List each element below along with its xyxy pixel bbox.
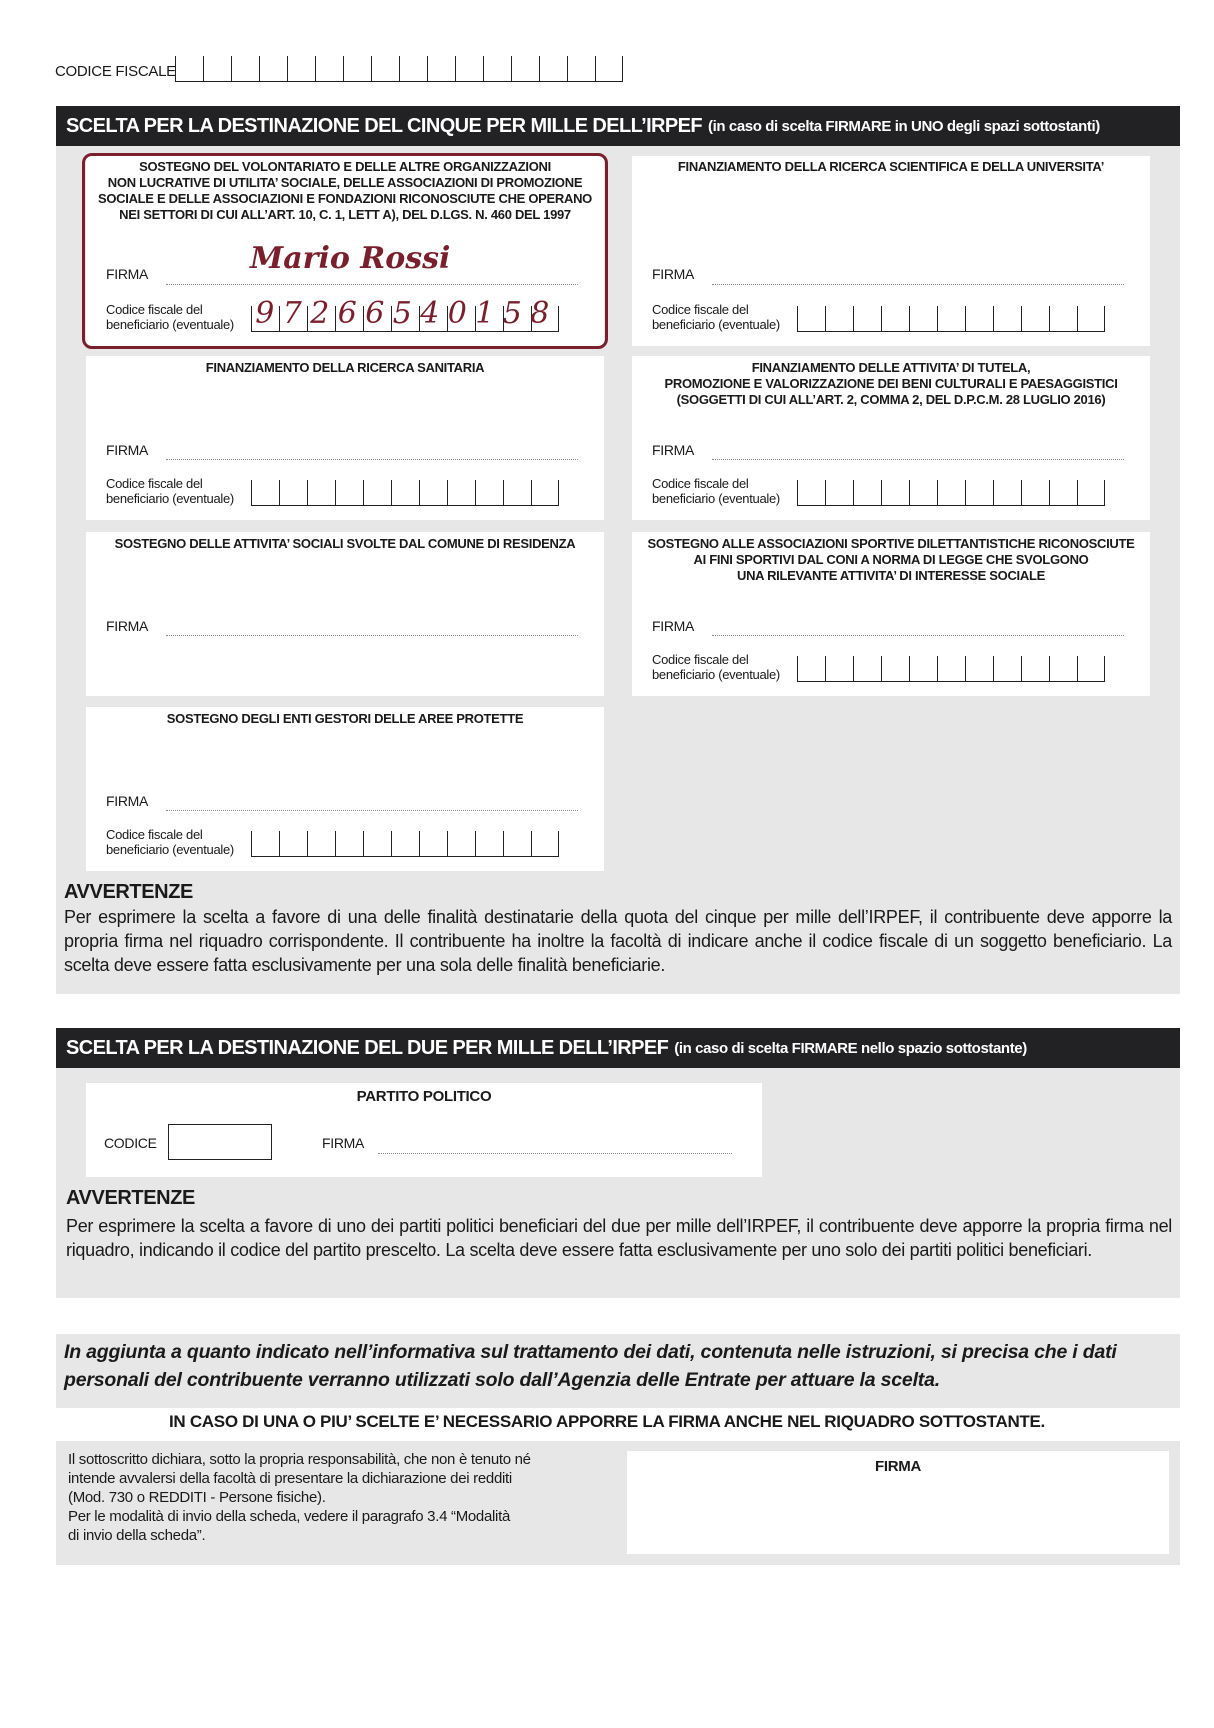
char-cell	[1077, 656, 1105, 681]
codice-label: CODICE	[104, 1135, 157, 1151]
firma-required-notice: IN CASO DI UNA O PIU’ SCELTE E’ NECESSARIO APPORRE LA FIRMA ANCHE NEL RIQUADRO SOTTOSTANTE.	[169, 1412, 1045, 1431]
card-associazioni-sportive[interactable]	[632, 532, 1150, 696]
codice-fiscale-input[interactable]	[175, 56, 623, 82]
char-cell	[503, 480, 531, 505]
card-comune-residenza[interactable]	[86, 532, 604, 696]
handwritten-digit: 5	[502, 296, 522, 331]
char-cell	[881, 306, 909, 331]
char-cell	[251, 480, 279, 505]
card-title: PARTITO POLITICO	[356, 1088, 492, 1105]
char-cell	[1021, 656, 1049, 681]
char-cell	[937, 306, 965, 331]
codice-fiscale-label: CODICE FISCALE	[55, 63, 176, 80]
firma-label: FIRMA	[106, 793, 149, 809]
firma-label: FIRMA	[106, 266, 149, 282]
char-cell	[391, 831, 419, 856]
char-cell	[203, 56, 231, 81]
declaration-text: Il sottoscritto dichiara, sotto la propria responsabilità, che non è tenuto né intende avvalersi della facoltà di presentare la dichiarazione dei redditi (Mod. 730 o REDDITI - Persone fisiche). Per le modalità di invio della scheda, vedere il paragrafo 3.4 “Modalità di invio della scheda”.	[68, 1451, 531, 1544]
char-cell	[797, 480, 825, 505]
card-title: SOSTEGNO ALLE ASSOCIAZIONI SPORTIVE DILETTANTISTICHE RICONOSCIUTE AI FINI SPORTIVI DAL CONI A NORMA DI LEGGE CHE SVOLGONO UNA RILEVANTE ATTIVITA’ DI INTERESSE SOCIALE	[647, 536, 1135, 583]
firma-line[interactable]	[378, 1153, 732, 1154]
card-partito-politico[interactable]	[86, 1083, 762, 1177]
char-cell	[993, 480, 1021, 505]
char-cell	[539, 56, 567, 81]
char-cell	[475, 480, 503, 505]
firma-line[interactable]	[166, 459, 578, 460]
char-cell	[447, 480, 475, 505]
char-cell	[1077, 306, 1105, 331]
avvertenze-title: AVVERTENZE	[66, 1187, 195, 1209]
firma-label: FIRMA	[322, 1135, 365, 1151]
cf-beneficiario-input[interactable]	[797, 306, 1105, 332]
char-cell	[363, 480, 391, 505]
cf-beneficiario-label: Codice fiscale del beneficiario (eventuale)	[106, 302, 234, 332]
char-cell	[965, 480, 993, 505]
cf-beneficiario-input[interactable]	[251, 831, 559, 857]
firma-line[interactable]	[712, 459, 1124, 460]
firma-line[interactable]	[166, 810, 578, 811]
char-cell	[531, 480, 559, 505]
char-cell	[503, 831, 531, 856]
char-cell	[531, 831, 559, 856]
firma-label: FIRMA	[652, 266, 695, 282]
firma-label: FIRMA	[652, 618, 695, 634]
section-title: SCELTA PER LA DESTINAZIONE DEL DUE PER MILLE DELL’IRPEF	[66, 1036, 669, 1059]
char-cell	[315, 56, 343, 81]
char-cell	[993, 306, 1021, 331]
char-cell	[567, 56, 595, 81]
section-title: SCELTA PER LA DESTINAZIONE DEL CINQUE PER MILLE DELL’IRPEF	[66, 114, 702, 137]
handwritten-digit: 8	[530, 296, 550, 331]
handwritten-digit: 9	[255, 296, 275, 331]
avvertenze-text: Per esprimere la scelta a favore di uno dei partiti politici beneficiari del due per mille dell’IRPEF, il contribuente deve apporre la propria firma nel riquadro, indicando il codice del partito prescelto. La scelta deve essere fatta esclusivamente per uno solo dei partiti politici beneficiari.	[66, 1216, 1172, 1260]
card-title: FINANZIAMENTO DELLE ATTIVITA’ DI TUTELA, PROMOZIONE E VALORIZZAZIONE DEI BENI CULTURALI E PAESAGGISTICI (SOGGETTI DI CUI ALL’ART. 2, COMMA 2, DEL D.P.C.M. 28 LUGLIO 2016)	[664, 360, 1118, 407]
char-cell	[251, 831, 279, 856]
char-cell	[307, 831, 335, 856]
firma-line[interactable]	[166, 635, 578, 636]
char-cell	[909, 306, 937, 331]
handwritten-digit: 4	[420, 296, 440, 331]
char-cell	[455, 56, 483, 81]
section-due-per-mille-header	[56, 1028, 1180, 1068]
char-cell	[853, 656, 881, 681]
selected-choice-highlight	[82, 153, 608, 349]
card-aree-protette[interactable]	[86, 707, 604, 871]
cf-beneficiario-input[interactable]	[251, 480, 559, 506]
handwritten-digit: 6	[337, 296, 357, 331]
firma-label: FIRMA	[106, 618, 149, 634]
char-cell	[1049, 656, 1077, 681]
cf-beneficiario-label: Codice fiscale del beneficiario (eventuale)	[652, 302, 780, 332]
cf-beneficiario-input[interactable]	[797, 656, 1105, 682]
char-cell	[399, 56, 427, 81]
char-cell	[371, 56, 399, 81]
char-cell	[1021, 480, 1049, 505]
card-title: SOSTEGNO DEL VOLONTARIATO E DELLE ALTRE ORGANIZZAZIONI NON LUCRATIVE DI UTILITA’ SOCIALE, DELLE ASSOCIAZIONI DI PROMOZIONE SOCIALE E DELLE ASSOCIAZIONI E FONDAZIONI RICONOSCIUTE CHE OPERANO NEI SETTORI DI CUI ALL’ART. 10, C. 1, LETT A), DEL D.LGS. N. 460 DEL 1997	[98, 159, 592, 222]
privacy-note: In aggiunta a quanto indicato nell’informativa sul trattamento dei dati, contenuta nelle istruzioni, si precisa che i dati personali del contribuente verranno utilizzati solo dall’Agenzia delle Entrate per attuare la scelta.	[64, 1341, 1117, 1391]
char-cell	[881, 656, 909, 681]
handwritten-digit: 1	[475, 296, 495, 331]
char-cell	[1021, 306, 1049, 331]
handwritten-digit: 7	[282, 296, 302, 331]
card-beni-culturali[interactable]	[632, 356, 1150, 520]
char-cell	[279, 831, 307, 856]
char-cell	[483, 56, 511, 81]
firma-line[interactable]	[712, 284, 1124, 285]
handwritten-signature: Mario Rossi	[250, 241, 451, 276]
char-cell	[335, 480, 363, 505]
char-cell	[909, 656, 937, 681]
handwritten-digit: 6	[365, 296, 385, 331]
char-cell	[965, 306, 993, 331]
card-ricerca-scientifica[interactable]	[632, 156, 1150, 346]
char-cell	[427, 56, 455, 81]
section-subtitle: (in caso di scelta FIRMARE nello spazio sottostante)	[674, 1039, 1027, 1057]
char-cell	[231, 56, 259, 81]
char-cell	[363, 831, 391, 856]
char-cell	[447, 831, 475, 856]
cf-beneficiario-label: Codice fiscale del beneficiario (eventuale)	[652, 476, 780, 506]
char-cell	[853, 480, 881, 505]
avvertenze-text: Per esprimere la scelta a favore di una delle finalità destinatarie della quota del cinque per mille dell’IRPEF, il contribuente deve apporre la propria firma nel riquadro corrispondente. Il contribuente ha inoltre la facoltà di indicare anche il codice fiscale di un soggetto beneficiario. La scelta deve essere fatta esclusivamente per una sola delle finalità beneficiarie.	[64, 907, 1172, 975]
char-cell	[343, 56, 371, 81]
cf-beneficiario-label: Codice fiscale del beneficiario (eventuale)	[106, 827, 234, 857]
char-cell	[475, 831, 503, 856]
cf-beneficiario-input[interactable]	[797, 480, 1105, 506]
avvertenze-title: AVVERTENZE	[64, 881, 193, 903]
char-cell	[595, 56, 623, 81]
handwritten-digit: 2	[310, 296, 330, 331]
char-cell	[825, 306, 853, 331]
char-cell	[937, 656, 965, 681]
firma-line[interactable]	[712, 635, 1124, 636]
char-cell	[937, 480, 965, 505]
cf-beneficiario-label: Codice fiscale del beneficiario (eventuale)	[106, 476, 234, 506]
char-cell	[965, 656, 993, 681]
handwritten-digit: 0	[447, 296, 467, 331]
card-title: FINANZIAMENTO DELLA RICERCA SANITARIA	[205, 360, 485, 375]
char-cell	[825, 656, 853, 681]
char-cell	[909, 480, 937, 505]
codice-partito-input[interactable]	[168, 1124, 272, 1160]
char-cell	[881, 480, 909, 505]
handwritten-digit: 5	[392, 296, 412, 331]
char-cell	[853, 306, 881, 331]
char-cell	[419, 480, 447, 505]
card-title: SOSTEGNO DELLE ATTIVITA’ SOCIALI SVOLTE DAL COMUNE DI RESIDENZA	[114, 536, 576, 551]
char-cell	[1049, 480, 1077, 505]
char-cell	[1049, 306, 1077, 331]
card-title: FINANZIAMENTO DELLA RICERCA SCIENTIFICA E DELLA UNIVERSITA’	[677, 159, 1105, 174]
char-cell	[279, 480, 307, 505]
section-subtitle: (in caso di scelta FIRMARE in UNO degli spazi sottostanti)	[707, 117, 1100, 135]
char-cell	[419, 831, 447, 856]
final-firma-box[interactable]	[627, 1451, 1169, 1554]
char-cell	[259, 56, 287, 81]
cf-beneficiario-label: Codice fiscale del beneficiario (eventuale)	[652, 652, 780, 682]
char-cell	[993, 656, 1021, 681]
char-cell	[511, 56, 539, 81]
firma-label: FIRMA	[106, 442, 149, 458]
char-cell	[391, 480, 419, 505]
card-title: SOSTEGNO DEGLI ENTI GESTORI DELLE AREE PROTETTE	[166, 711, 524, 726]
char-cell	[797, 656, 825, 681]
char-cell	[825, 480, 853, 505]
char-cell	[287, 56, 315, 81]
char-cell	[1077, 480, 1105, 505]
char-cell	[797, 306, 825, 331]
char-cell	[307, 480, 335, 505]
char-cell	[335, 831, 363, 856]
final-firma-label: FIRMA	[875, 1458, 921, 1475]
section-cinque-per-mille-header	[56, 106, 1180, 146]
firma-label: FIRMA	[652, 442, 695, 458]
card-ricerca-sanitaria[interactable]	[86, 356, 604, 520]
char-cell	[175, 56, 203, 81]
